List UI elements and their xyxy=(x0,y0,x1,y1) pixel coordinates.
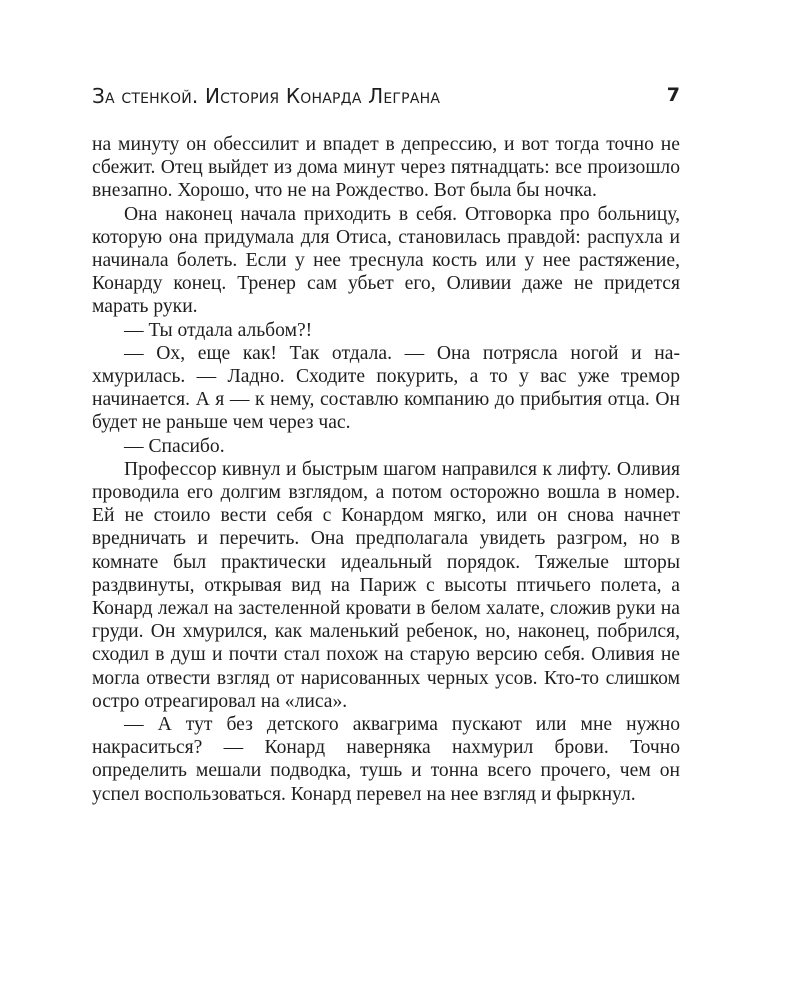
page-number: 7 xyxy=(666,84,680,106)
paragraph-5-dialogue: — Спасибо. xyxy=(124,435,225,457)
paragraph-6: Профессор кивнул и быстрым шагом направился к лифту. Оливия проводила его долгим взглядом, а потом осторожно вошла в номер. Ей не стоило вести себя с Конардом мягко, или он снова начнет вредничать и перечить. Она предполагала увидеть разгром, но в комнате был практически идеальный порядок. Тяжелые шторы раздвинуты, открывая вид на Париж с высоты птичьего полета, а Конард лежал на застеленной кровати в белом халате, сложив руки на груди. Он хмурился, как маленький ребенок, но, наконец, побрился, сходил в душ и почти стал похож на старую версию себя. Оливия не могла отвести взгляд от нарисованных черных усов. Кто-то слишком остро отреагировал на «лиса». xyxy=(92,458,680,712)
running-head-title: За стенкой. История Конарда Леграна xyxy=(92,84,441,108)
paragraph-1: на минуту он обессилит и впадет в депрессию, и вот тогда точно не сбежит. Отец выйдет из дома минут через пятнадцать: все произошло внезапно. Хорошо, что не на Рождество. Вот была бы ночка. xyxy=(92,134,680,202)
paragraph-2: Она наконец начала приходить в себя. Отговорка про больницу, которую она придумала для Отиса, становилась правдой: распухла и начинала болеть. Если у нее треснула кость или у нее растяжение, Конарду конец. Тренер сам убьет его, Оливии даже не придется марать руки. xyxy=(92,203,680,318)
paragraph-7-dialogue: — А тут без детского аквагрима пускают или мне нужно накраситься? — Конард наверняка нахмурил брови. Точно определить мешали подводка, тушь и тонна всего прочего, чем он успел воспользоваться. Конард перевел на нее взгляд и фыркнул. xyxy=(92,714,680,805)
paragraph-3-dialogue: — Ты отдала альбом?! xyxy=(124,319,313,341)
paragraph-4-dialogue: — Ох, еще как! Так отдала. — Она потрясла ногой и нахмурилась. — Ладно. Сходите покурить, а то у вас уже тремор начинается. А я — к нему, составлю компанию до прибытия отца. Он будет не раньше чем через час. xyxy=(92,342,680,434)
body-text xyxy=(92,133,680,806)
